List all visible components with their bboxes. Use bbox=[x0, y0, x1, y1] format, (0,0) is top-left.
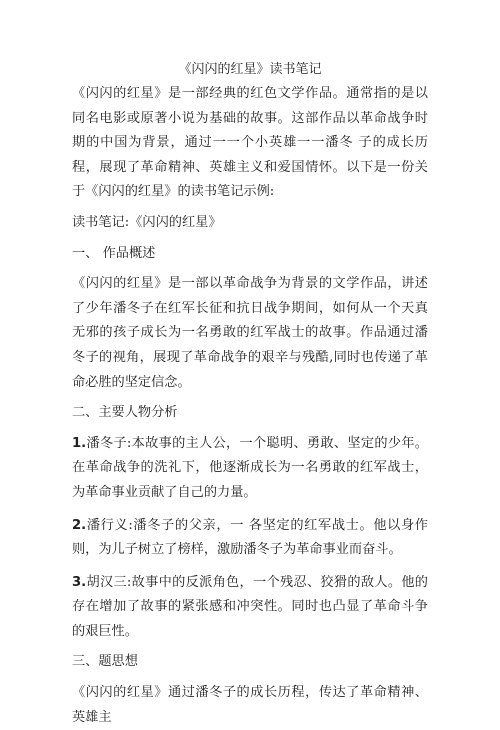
character-number: 2. bbox=[72, 517, 87, 533]
section-heading-characters: 二、主要人物分析 bbox=[72, 405, 178, 421]
character-item bbox=[72, 571, 428, 645]
overview-paragraph: 《闪闪的红星》是一部以革命战争为背景的文学作品，讲述了少年潘冬子在红军长征和抗日战争期间，如何从一个天真无邪的孩子成长为一名勇敢的红军战士的故事。作品通过潘冬子的视角，展现了革命战争的艰辛与残酷,同时也传递了革命必胜的坚定信念。 bbox=[72, 276, 428, 390]
note-label: 读书笔记:《闪闪的红星》 bbox=[72, 214, 222, 230]
intro-paragraph: 《闪闪的红星》是一部经典的红色文学作品。通常指的是以同名电影或原著小说为基础的故事。这部作品以革命战争时期的中国为背景，通过一一个小英雄一一潘冬 子的成长历程，展现了革命精神、英雄主义和爱国情怀。以下是一份关于《闪闪的红星》的读书笔记示例: bbox=[72, 86, 428, 200]
theme-paragraph: 《闪闪的红星》通过潘冬子的成长历程，传达了革命精神、英雄主 bbox=[72, 685, 428, 725]
character-item bbox=[72, 514, 428, 563]
document-page bbox=[72, 58, 428, 730]
section-heading-overview: 一、 作品概述 bbox=[72, 245, 156, 261]
section-heading-theme: 三、题思想 bbox=[72, 654, 138, 670]
character-text: 潘冬子:本故事的主人公，一个聪明、勇敢、坚定的少年。在革命战争的洗礼下，他逐渐成长为一名勇敢的红军战士，为革命事业贡献了自己的力量。 bbox=[72, 435, 428, 500]
character-number: 3. bbox=[72, 574, 87, 590]
character-item bbox=[72, 432, 428, 506]
character-text: 潘行义:潘冬子的父亲，一 各坚定的红军战士。他以身作则，为儿子树立了榜样，激励潘冬子为革命事业而奋斗。 bbox=[72, 517, 428, 558]
document-title: 《闪闪的红星》读书笔记 bbox=[178, 62, 322, 77]
character-number: 1. bbox=[72, 435, 87, 451]
character-text: 胡汉三:故事中的反派角色，一个残忍、狡猾的敌人。他的存在增加了故事的紧张感和冲突性。同时也凸显了革命斗争的艰巨性。 bbox=[72, 574, 428, 639]
